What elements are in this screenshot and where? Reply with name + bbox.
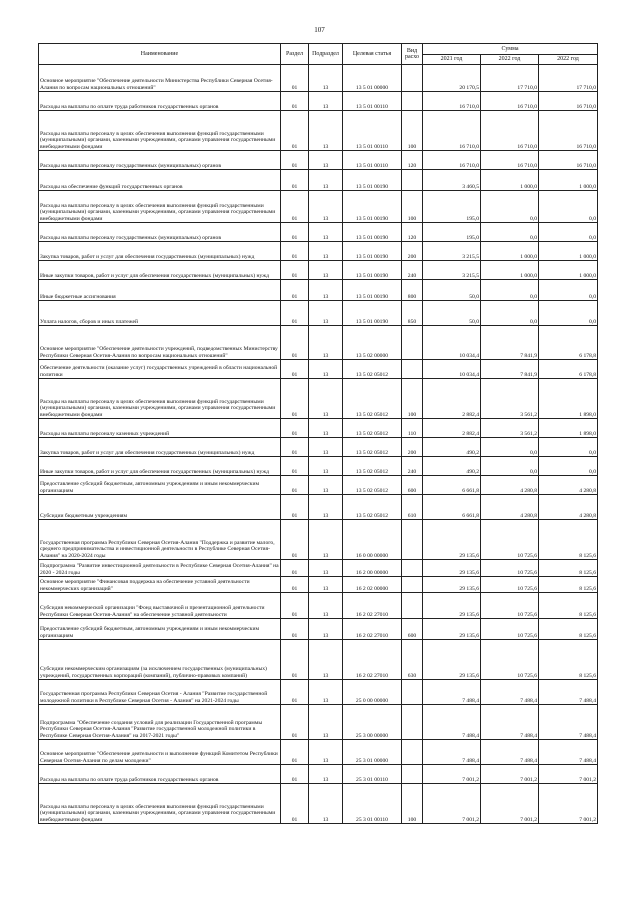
cell-podrazdel: 13 [309,379,343,419]
cell-2022: 0,0 [481,223,539,242]
cell-podrazdel: 13 [309,301,343,326]
cell-podrazdel: 13 [309,360,343,379]
cell-expense-type: 110 [402,419,423,438]
cell-podrazdel: 13 [309,593,343,619]
cell-podrazdel: 13 [309,577,343,593]
cell-2022: 16 710,0 [481,111,539,151]
header-year-2022-b: 2022 год [539,55,598,65]
cell-name: Уплата налогов, сборов и иных платежей [39,301,281,326]
cell-2022: 7 001,2 [481,784,539,824]
header-year-2021: 2021 год [423,55,481,65]
table-row [39,261,598,280]
cell-2021: 50,0 [423,280,481,301]
cell-2022: 10 725,6 [481,640,539,680]
table-row [39,495,598,520]
cell-podrazdel: 13 [309,784,343,824]
cell-target-article: 25 3 00 00000 [343,705,402,740]
cell-podrazdel: 13 [309,640,343,680]
header-expense-type: Вид расхо [402,44,423,65]
cell-2022-b: 1 898,0 [539,419,598,438]
cell-2022: 0,0 [481,457,539,476]
cell-name: Иные бюджетные ассигнования [39,280,281,301]
cell-target-article: 13 5 01 00110 [343,111,402,151]
header-target-article: Целевая статья [343,44,402,65]
cell-2021: 29 135,6 [423,577,481,593]
cell-razdel: 01 [281,765,309,784]
cell-razdel: 01 [281,705,309,740]
cell-podrazdel: 13 [309,191,343,223]
cell-target-article: 25 0 00 00000 [343,680,402,705]
cell-expense-type: 100 [402,379,423,419]
cell-expense-type: 100 [402,784,423,824]
cell-2021: 2 882,4 [423,419,481,438]
cell-target-article: 13 5 01 00190 [343,242,402,261]
cell-2021: 7 488,4 [423,740,481,765]
cell-razdel: 01 [281,261,309,280]
cell-2022-b: 16 710,0 [539,151,598,170]
cell-expense-type [402,92,423,111]
cell-expense-type: 120 [402,151,423,170]
page-number: 107 [314,26,325,34]
cell-name: Основное мероприятие "Финансовая поддержка на обеспечение уставной деятельности некоммерческих организаций" [39,577,281,593]
cell-expense-type [402,360,423,379]
cell-razdel: 01 [281,784,309,824]
cell-2022: 0,0 [481,301,539,326]
cell-razdel: 01 [281,301,309,326]
cell-2021: 16 710,0 [423,92,481,111]
cell-razdel: 01 [281,379,309,419]
cell-2022: 7 001,2 [481,765,539,784]
cell-2022: 3 561,2 [481,379,539,419]
cell-podrazdel: 13 [309,326,343,360]
cell-2022: 1 000,0 [481,170,539,191]
cell-2021: 29 135,6 [423,560,481,577]
cell-podrazdel: 13 [309,438,343,457]
cell-2022: 7 488,4 [481,680,539,705]
cell-razdel: 01 [281,457,309,476]
cell-name: Обеспечение деятельности (оказание услуг) государственных учреждений в области национальной политики [39,360,281,379]
cell-podrazdel: 13 [309,457,343,476]
cell-target-article: 16 2 02 27010 [343,593,402,619]
cell-2022: 10 725,6 [481,520,539,560]
cell-expense-type: 600 [402,619,423,640]
cell-razdel: 01 [281,242,309,261]
cell-podrazdel: 13 [309,92,343,111]
cell-name: Основное мероприятие "Обеспечение деятельности Министерства Республики Северная Осетия-Алания по вопросам национальных отношений" [39,65,281,92]
cell-podrazdel: 13 [309,419,343,438]
cell-2021: 3 215,5 [423,261,481,280]
cell-name: Расходы на выплаты персоналу в целях обеспечения выполнения функций государственными (муниципальными) органами, казенными учреждениями, органами управления государственными внебюджетными фондами [39,784,281,824]
table-row [39,457,598,476]
cell-podrazdel: 13 [309,560,343,577]
cell-2022-b: 6 178,8 [539,326,598,360]
cell-razdel: 01 [281,65,309,92]
cell-name: Субсидия некоммерческой организации "Фонд выставочной и презентационной деятельности Республики Северная Осетия-Алания" на обеспечение уставной деятельности [39,593,281,619]
cell-2021: 16 710,0 [423,151,481,170]
table-row [39,326,598,360]
cell-name: Иные закупки товаров, работ и услуг для обеспечения государственных (муниципальных) нужд [39,261,281,280]
table-row [39,379,598,419]
cell-razdel: 01 [281,326,309,360]
cell-expense-type [402,680,423,705]
cell-2022: 0,0 [481,191,539,223]
cell-target-article: 13 5 02 05012 [343,379,402,419]
cell-razdel: 01 [281,619,309,640]
cell-2022: 16 710,0 [481,151,539,170]
cell-2022-b: 16 710,0 [539,111,598,151]
cell-2022-b: 4 280,8 [539,495,598,520]
cell-2021: 16 710,0 [423,111,481,151]
cell-podrazdel: 13 [309,151,343,170]
cell-expense-type: 120 [402,223,423,242]
cell-2021: 29 135,6 [423,619,481,640]
cell-expense-type: 240 [402,457,423,476]
cell-razdel: 01 [281,640,309,680]
cell-expense-type [402,170,423,191]
cell-expense-type [402,740,423,765]
cell-2022-b: 1 000,0 [539,242,598,261]
table-row [39,419,598,438]
cell-razdel: 01 [281,495,309,520]
cell-2022: 7 488,4 [481,705,539,740]
cell-razdel: 01 [281,520,309,560]
cell-2021: 6 661,8 [423,476,481,495]
cell-2022-b: 4 280,8 [539,476,598,495]
cell-2021: 195,0 [423,223,481,242]
cell-target-article: 25 3 01 00110 [343,765,402,784]
cell-2022: 1 000,0 [481,261,539,280]
cell-2022-b: 0,0 [539,457,598,476]
cell-2021: 29 135,6 [423,520,481,560]
cell-name: Расходы на выплаты персоналу в целях обеспечения выполнения функций государственными (муниципальными) органами, казенными учреждениями, органами управления государственными внебюджетными фондами [39,379,281,419]
cell-name: Предоставление субсидий бюджетным, автономным учреждениям и иным некоммерческим организациям [39,476,281,495]
cell-target-article: 13 5 01 00190 [343,170,402,191]
table-row [39,301,598,326]
header-name: Наименование [39,44,281,65]
cell-target-article: 16 2 02 27010 [343,619,402,640]
cell-target-article: 16 0 00 00000 [343,520,402,560]
cell-expense-type: 240 [402,261,423,280]
cell-target-article: 13 5 01 00190 [343,191,402,223]
cell-expense-type [402,520,423,560]
cell-2021: 29 135,6 [423,640,481,680]
header-razdel: Раздел [281,44,309,65]
cell-expense-type [402,705,423,740]
cell-name: Расходы на выплаты персоналу в целях обеспечения выполнения функций государственными (муниципальными) органами, казенными учреждениями, органами управления государственными внебюджетными фондами [39,191,281,223]
cell-name: Закупка товаров, работ и услуг для обеспечения государственных (муниципальных) нужд [39,438,281,457]
cell-expense-type [402,326,423,360]
cell-podrazdel: 13 [309,740,343,765]
cell-name: Подпрограмма "Развитие инвестиционной деятельности в Республике Северная Осетия-Алания" на 2020 - 2024 годы [39,560,281,577]
cell-name: Расходы на выплаты по оплате труда работников государственных органов [39,765,281,784]
cell-name: Расходы на выплаты персоналу казенных учреждений [39,419,281,438]
cell-2022-b: 1 898,0 [539,379,598,419]
cell-razdel: 01 [281,680,309,705]
cell-2022-b: 0,0 [539,301,598,326]
cell-name: Расходы на выплаты персоналу государственных (муниципальных) органов [39,151,281,170]
cell-2021: 490,2 [423,438,481,457]
cell-2022: 16 710,0 [481,92,539,111]
cell-expense-type: 100 [402,191,423,223]
cell-target-article: 13 5 01 00190 [343,280,402,301]
header-podrazdel: Подраздел [309,44,343,65]
cell-expense-type: 200 [402,438,423,457]
table-row [39,705,598,740]
table-row [39,577,598,593]
cell-2022-b: 8 125,6 [539,640,598,680]
cell-2021: 490,2 [423,457,481,476]
cell-2022: 1 000,0 [481,242,539,261]
cell-2022-b: 7 488,4 [539,705,598,740]
cell-podrazdel: 13 [309,223,343,242]
table-row [39,765,598,784]
cell-name: Расходы на выплаты персоналу в целях обеспечения выполнения функций государственными (муниципальными) органами, казенными учреждениями, органами управления государственными внебюджетными фондами [39,111,281,151]
cell-name: Иные закупки товаров, работ и услуг для обеспечения государственных (муниципальных) нужд [39,457,281,476]
cell-2022: 10 725,6 [481,560,539,577]
cell-2021: 7 001,2 [423,784,481,824]
cell-2022: 4 280,8 [481,476,539,495]
cell-podrazdel: 13 [309,705,343,740]
cell-expense-type: 600 [402,476,423,495]
cell-2022-b: 8 125,6 [539,560,598,577]
table-row [39,619,598,640]
cell-razdel: 01 [281,593,309,619]
cell-name: Расходы на выплаты по оплате труда работников государственных органов [39,92,281,111]
cell-podrazdel: 13 [309,765,343,784]
cell-razdel: 01 [281,438,309,457]
cell-expense-type: 200 [402,242,423,261]
cell-2022: 10 725,6 [481,577,539,593]
cell-razdel: 01 [281,740,309,765]
cell-name: Предоставление субсидий бюджетным, автономным учреждениям и иным некоммерческим организациям [39,619,281,640]
cell-target-article: 13 5 02 05012 [343,476,402,495]
cell-2022-b: 0,0 [539,280,598,301]
table-row [39,65,598,92]
cell-2022-b: 7 488,4 [539,740,598,765]
cell-2022: 0,0 [481,280,539,301]
cell-2021: 29 135,6 [423,593,481,619]
cell-2021: 3 460,5 [423,170,481,191]
cell-razdel: 01 [281,577,309,593]
cell-razdel: 01 [281,92,309,111]
cell-expense-type [402,577,423,593]
table-row [39,476,598,495]
cell-name: Основное мероприятие "Обеспечение деятельности и выполнение функций Комитетом Республики Северная Осетия-Алания по делам молодежи" [39,740,281,765]
cell-2022-b: 8 125,6 [539,577,598,593]
cell-2022-b: 1 000,0 [539,170,598,191]
cell-2022: 7 841,9 [481,326,539,360]
cell-2022: 7 841,9 [481,360,539,379]
cell-name: Расходы на выплаты персоналу государственных (муниципальных) органов [39,223,281,242]
cell-target-article: 13 5 01 00190 [343,261,402,280]
cell-2022: 0,0 [481,438,539,457]
cell-2022-b: 6 178,8 [539,360,598,379]
table-row [39,360,598,379]
cell-target-article: 13 5 02 05012 [343,495,402,520]
cell-expense-type [402,65,423,92]
cell-podrazdel: 13 [309,170,343,191]
cell-razdel: 01 [281,419,309,438]
table-row [39,92,598,111]
cell-target-article: 13 5 02 05012 [343,360,402,379]
cell-2022-b: 8 125,6 [539,619,598,640]
cell-podrazdel: 13 [309,619,343,640]
cell-razdel: 01 [281,560,309,577]
cell-expense-type [402,560,423,577]
cell-target-article: 16 2 00 00000 [343,560,402,577]
cell-target-article: 13 5 01 00000 [343,65,402,92]
cell-2021: 7 001,2 [423,765,481,784]
cell-2022-b: 16 710,0 [539,92,598,111]
table-row [39,151,598,170]
table-row [39,111,598,151]
table-row [39,223,598,242]
cell-podrazdel: 13 [309,680,343,705]
cell-2022-b: 8 125,6 [539,593,598,619]
cell-2022-b: 7 001,2 [539,784,598,824]
table-row [39,191,598,223]
cell-expense-type: 630 [402,640,423,680]
cell-2021: 195,0 [423,191,481,223]
cell-expense-type: 100 [402,111,423,151]
cell-2022: 4 280,8 [481,495,539,520]
table-row [39,438,598,457]
cell-2021: 6 661,8 [423,495,481,520]
cell-podrazdel: 13 [309,65,343,92]
cell-expense-type [402,593,423,619]
cell-razdel: 01 [281,170,309,191]
cell-razdel: 01 [281,111,309,151]
cell-2022-b: 0,0 [539,438,598,457]
table-row [39,280,598,301]
cell-2021: 7 488,4 [423,680,481,705]
budget-table [38,43,598,824]
cell-name: Расходы на обеспечение функций государственных органов [39,170,281,191]
cell-razdel: 01 [281,280,309,301]
cell-podrazdel: 13 [309,111,343,151]
cell-expense-type: 850 [402,301,423,326]
cell-name: Субсидии бюджетным учреждениям [39,495,281,520]
cell-target-article: 13 5 02 05012 [343,457,402,476]
cell-2021: 10 034,4 [423,326,481,360]
cell-2022-b: 8 125,6 [539,520,598,560]
cell-name: Государственная программа Республики Северная Осетия - Алания "Развитие государственной молодежной политики в Республике Северная Осетия - Алания" на 2021-2024 годы [39,680,281,705]
cell-name: Основное мероприятие "Обеспечение деятельности учреждений, подведомственных Министерству Республики Северная Осетия-Алания по вопросам национальных отношений" [39,326,281,360]
cell-2021: 7 488,4 [423,705,481,740]
cell-podrazdel: 13 [309,495,343,520]
table-row [39,593,598,619]
cell-2022-b: 1 000,0 [539,261,598,280]
cell-name: Закупка товаров, работ и услуг для обеспечения государственных (муниципальных) нужд [39,242,281,261]
table-row [39,560,598,577]
cell-2022-b: 7 001,2 [539,765,598,784]
cell-target-article: 13 5 02 05012 [343,419,402,438]
cell-target-article: 25 3 01 00000 [343,740,402,765]
cell-expense-type: 800 [402,280,423,301]
cell-expense-type: 610 [402,495,423,520]
cell-podrazdel: 13 [309,280,343,301]
cell-2021: 10 034,4 [423,360,481,379]
cell-podrazdel: 13 [309,476,343,495]
cell-2021: 20 170,5 [423,65,481,92]
table-row [39,680,598,705]
cell-2022-b: 0,0 [539,191,598,223]
cell-2022: 17 710,0 [481,65,539,92]
cell-name: Подпрограмма "Обеспечение создания условий для реализации Государственной программы Республики Северная Осетия-Алания "Развитие государственной молодежной политики в Республике Северная Осетия-Алания" на 2017-2021 годы" [39,705,281,740]
cell-2022: 7 488,4 [481,740,539,765]
cell-2021: 50,0 [423,301,481,326]
cell-2021: 3 215,5 [423,242,481,261]
cell-target-article: 16 2 02 27010 [343,640,402,680]
cell-target-article: 13 5 02 00000 [343,326,402,360]
cell-2022-b: 7 488,4 [539,680,598,705]
cell-razdel: 01 [281,476,309,495]
table-row [39,784,598,824]
cell-2022-b: 17 710,0 [539,65,598,92]
cell-expense-type [402,765,423,784]
cell-podrazdel: 13 [309,242,343,261]
header-sum: Сумма [423,44,598,55]
cell-razdel: 01 [281,151,309,170]
cell-2021: 2 882,4 [423,379,481,419]
cell-2022: 3 561,2 [481,419,539,438]
cell-2022: 10 725,6 [481,619,539,640]
header-year-2022: 2022 год [481,55,539,65]
cell-2022-b: 0,0 [539,223,598,242]
cell-razdel: 01 [281,191,309,223]
table-row [39,170,598,191]
cell-razdel: 01 [281,360,309,379]
cell-target-article: 13 5 01 00110 [343,151,402,170]
cell-name: Государственная программа Республики Северная Осетия-Алания "Поддержка и развитие малого, среднего предпринимательства и инвестиционной деятельности в Республике Северная Осетия-Алания" на 2020-2024 годы [39,520,281,560]
cell-2022: 10 725,6 [481,593,539,619]
cell-razdel: 01 [281,223,309,242]
table-row [39,740,598,765]
table-row [39,520,598,560]
cell-target-article: 13 5 02 05012 [343,438,402,457]
cell-name: Субсидии некоммерческим организациям (за исключением государственных (муниципальных) учреждений, государственных корпораций (компаний), публично-правовых компаний) [39,640,281,680]
cell-target-article: 13 5 01 00190 [343,301,402,326]
cell-target-article: 13 5 01 00110 [343,92,402,111]
table-row [39,242,598,261]
cell-podrazdel: 13 [309,261,343,280]
cell-target-article: 16 2 02 00000 [343,577,402,593]
cell-target-article: 25 3 01 00110 [343,784,402,824]
table-row [39,640,598,680]
cell-target-article: 13 5 01 00190 [343,223,402,242]
cell-podrazdel: 13 [309,520,343,560]
